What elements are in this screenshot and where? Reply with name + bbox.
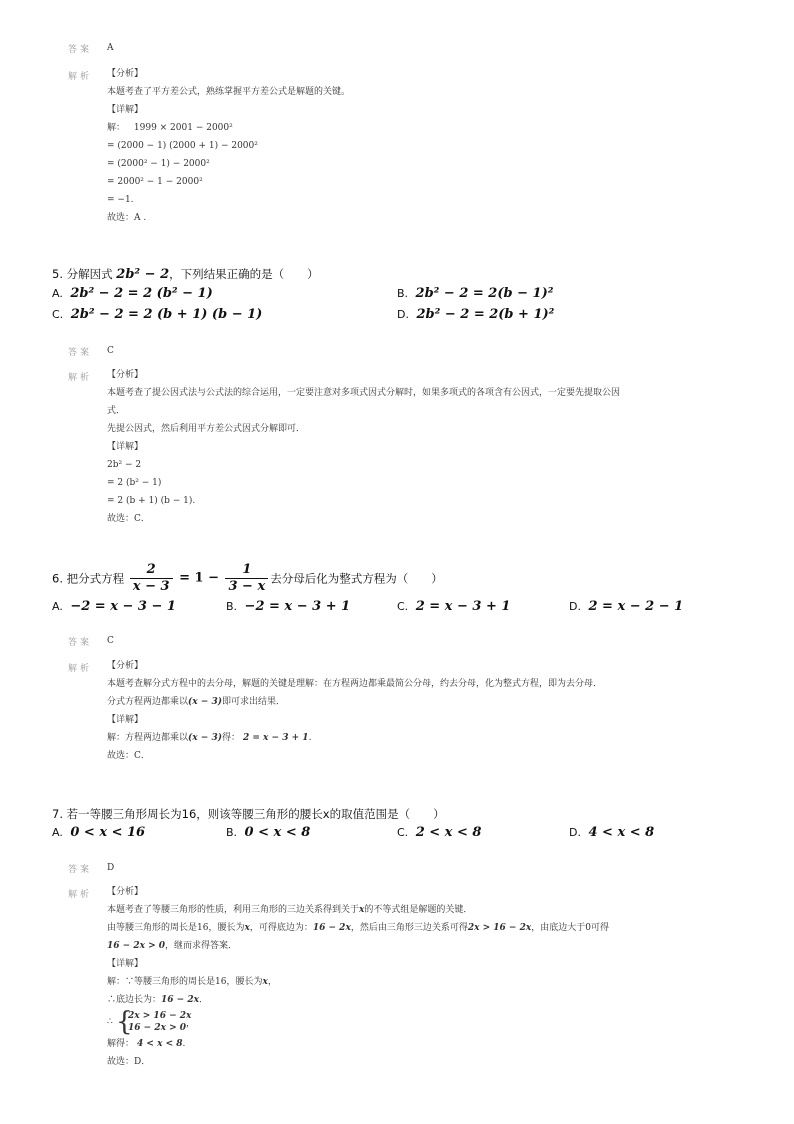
q5-option-d[interactable]: [397, 307, 554, 322]
q7-answer-label: 答案: [68, 865, 93, 875]
q4-analysis-head: 【分析】: [107, 69, 144, 79]
q7-solution-line-2: [107, 994, 208, 1006]
q6-analysis-math: (x − 3): [188, 697, 222, 707]
q4-choose: 故选：A .: [107, 213, 147, 223]
q5-option-d-label: D.: [397, 308, 409, 321]
q7-stem: 7. 若一等腰三角形周长为16，则该等腰三角形的腰长x的取值范围是（ ）: [52, 807, 445, 821]
q7-solution-line-1: [107, 976, 277, 988]
q5-answer: C: [107, 346, 114, 356]
q6-option-c-text: 2 = x − 3 + 1: [415, 599, 511, 614]
q6-stem-mid: = 1 −: [174, 570, 224, 586]
q4-analysis-label: 解析: [68, 72, 93, 82]
q7-system-line-1: 2x > 16 − 2x: [128, 1011, 192, 1021]
q4-answer-label: 答案: [68, 45, 93, 55]
q6-fraction-2-denominator: 3 − x: [228, 579, 266, 594]
q5-option-a-label: A.: [52, 287, 63, 300]
q5-analysis-text-2: 式．: [107, 406, 126, 416]
q5-detail-head: 【详解】: [107, 442, 144, 452]
q7-choose: 故选：D．: [107, 1057, 151, 1067]
q5-analysis-text-1: 本题考查了提公因式法与公式法的综合运用，一定要注意对多项式因式分解时，如果多项式的各项含有公因式，一定要先提取公因: [107, 388, 621, 398]
q6-fraction-2: [225, 562, 268, 595]
q6-option-c[interactable]: [397, 599, 510, 614]
q7-analysis-text-1a: 本题考查了等腰三角形的性质，利用三角形的三边关系得到关于: [107, 905, 360, 915]
q4-solution-prefix: 解：: [107, 123, 126, 133]
q7-system-tail: ，: [186, 1019, 196, 1029]
q5-option-d-text: 2b² − 2 = 2(b + 1)²: [416, 307, 555, 322]
q7-analysis-text-2c: ，然后由三角形三边关系可得: [350, 923, 468, 933]
q7-option-d-label: D.: [569, 826, 581, 839]
q6-option-b-label: B.: [226, 600, 238, 613]
q6-stem-tail: 去分母后化为整式方程为（ ）: [270, 571, 443, 586]
q6-analysis-head: 【分析】: [107, 661, 144, 671]
q7-analysis-math-2-3: 2x > 16 − 2x: [467, 923, 532, 933]
q4-solution-step-5: = −1.: [107, 195, 134, 205]
q4-solution-step-4: = 2000² − 1 − 2000²: [107, 177, 203, 187]
q7-analysis-text-2d: ，由底边大于0可得: [531, 923, 609, 933]
q5-option-c[interactable]: [52, 307, 262, 322]
q7-analysis-text-1: [107, 904, 472, 916]
q7-solution-2a: ∴底边长为：: [107, 995, 162, 1005]
q6-answer: C: [107, 636, 114, 646]
q6-fraction-1-numerator: 2: [130, 562, 173, 579]
q4-solution-step-3: = (2000² − 1) − 2000²: [107, 159, 210, 169]
q7-solution-math-3: 4 < x < 8: [137, 1039, 183, 1049]
q6-option-d[interactable]: [569, 599, 683, 614]
q4-solution-expression: 1999 × 2001 − 2000²: [133, 123, 233, 133]
q7-analysis-math-3: 16 − 2x > 0: [107, 941, 166, 951]
q7-option-a-text: 0 < x < 16: [70, 825, 146, 840]
q7-system-prefix: ∴: [107, 1017, 113, 1027]
q6-answer-label: 答案: [68, 638, 93, 648]
q7-solution-2b: ．: [198, 995, 208, 1005]
q5-stem-tail: ，下列结果正确的是（ ）: [169, 267, 319, 281]
q6-analysis-text-2: [107, 696, 285, 708]
q6-solution-math-2: 2 = x − 3 + 1: [242, 733, 309, 743]
q6-option-d-label: D.: [569, 600, 581, 613]
q7-solution-3b: .: [182, 1039, 186, 1049]
q7-solution-math-1: x: [262, 977, 268, 987]
q5-analysis-label: 解析: [68, 373, 93, 383]
q5-stem-math: 2b² − 2: [116, 267, 170, 282]
q7-system-line-2: 16 − 2x > 0: [128, 1023, 187, 1033]
q7-analysis-math-2-1: x: [244, 923, 250, 933]
q6-option-a[interactable]: [52, 599, 176, 614]
q7-solution-3a: 解得：: [107, 1039, 135, 1049]
q5-solution-step-2: = 2 (b² − 1): [107, 478, 162, 488]
q6-fraction-1-denominator: x − 3: [132, 579, 170, 594]
q5-stem-text: 5. 分解因式: [52, 267, 117, 281]
q5-option-b-text: 2b² − 2 = 2(b − 1)²: [415, 286, 554, 301]
q6-fraction-2-numerator: 1: [225, 562, 268, 579]
q6-option-c-label: C.: [397, 600, 409, 613]
q7-solution-1a: 解：∵等腰三角形的周长是16，腰长为: [107, 977, 263, 987]
q7-option-d-text: 4 < x < 8: [588, 825, 655, 840]
q4-solution-step-1: [107, 122, 233, 134]
q7-system-brace: {: [116, 1007, 133, 1037]
q6-solution-b: 得：: [221, 733, 240, 743]
q6-choose: 故选：C．: [107, 751, 150, 761]
q7-option-b[interactable]: [226, 825, 310, 840]
q7-option-c-text: 2 < x < 8: [415, 825, 482, 840]
q7-detail-head: 【详解】: [107, 959, 144, 969]
q6-solution-math-1: (x − 3): [188, 733, 222, 743]
q6-stem: [52, 562, 443, 595]
q6-analysis-text-2a: 分式方程两边都乘以: [107, 697, 189, 707]
q6-solution: [107, 732, 311, 744]
q5-option-b-label: B.: [397, 287, 409, 300]
q6-option-a-label: A.: [52, 600, 63, 613]
q7-analysis-math-x: x: [359, 905, 365, 915]
q6-analysis-text-1: 本题考查解分式方程中的去分母，解题的关键是理解：在方程两边都乘最简公分母，约去分母，化为整式方程，即为去分母．: [107, 679, 603, 689]
q5-stem: [52, 266, 319, 282]
q7-analysis-text-3b: ，继而求得答案．: [165, 941, 238, 951]
q5-option-a[interactable]: [52, 286, 213, 301]
q7-solution-line-3: [107, 1038, 185, 1050]
q7-option-c[interactable]: [397, 825, 481, 840]
q7-option-c-label: C.: [397, 826, 409, 839]
q4-answer: A: [107, 43, 114, 53]
q7-analysis-label: 解析: [68, 890, 93, 900]
q7-option-b-text: 0 < x < 8: [244, 825, 311, 840]
q5-solution-step-3: = 2 (b + 1) (b − 1).: [107, 496, 196, 506]
q6-option-a-text: −2 = x − 3 − 1: [70, 599, 176, 614]
q7-option-a[interactable]: [52, 825, 145, 840]
q6-option-d-text: 2 = x − 2 − 1: [588, 599, 684, 614]
q7-solution-math-2: 16 − 2x: [161, 995, 199, 1005]
q6-option-b[interactable]: [226, 599, 350, 614]
q5-option-c-label: C.: [52, 308, 64, 321]
q6-solution-a: 解：方程两边都乘以: [107, 733, 189, 743]
q5-solution-step-1: 2b² − 2: [107, 460, 142, 470]
q6-fraction-1: [130, 562, 173, 595]
q6-analysis-text-2b: 即可求出结果．: [221, 697, 285, 707]
q7-analysis-text-1b: 的不等式组是解题的关键．: [364, 905, 473, 915]
q5-answer-label: 答案: [68, 348, 93, 358]
q5-analysis-head: 【分析】: [107, 370, 144, 380]
q7-analysis-text-2b: ，可得底边为：: [249, 923, 313, 933]
q5-choose: 故选：C．: [107, 514, 150, 524]
q4-analysis-text: 本题考查了平方差公式，熟练掌握平方差公式是解题的关键。: [107, 87, 351, 97]
q7-option-b-label: B.: [226, 826, 238, 839]
q6-detail-head: 【详解】: [107, 715, 144, 725]
q4-detail-head: 【详解】: [107, 105, 144, 115]
q7-option-a-label: A.: [52, 826, 63, 839]
q6-analysis-label: 解析: [68, 664, 93, 674]
q5-analysis-text-3: 先提公因式，然后利用平方差公式因式分解即可．: [107, 424, 306, 434]
q7-analysis-text-2: [107, 922, 609, 934]
q7-option-d[interactable]: [569, 825, 654, 840]
q7-analysis-math-2-2: 16 − 2x: [312, 923, 351, 933]
q7-analysis-text-2a: 由等腰三角形的周长是16，腰长为: [107, 923, 245, 933]
q5-option-b[interactable]: [397, 286, 553, 301]
q4-solution-step-2: = (2000 − 1) (2000 + 1) − 2000²: [107, 141, 258, 151]
q7-analysis-head: 【分析】: [107, 887, 144, 897]
q7-analysis-text-3: [107, 940, 237, 952]
q7-solution-1b: ，: [267, 977, 277, 987]
q5-option-c-text: 2b² − 2 = 2 (b + 1) (b − 1): [70, 307, 263, 322]
q6-option-b-text: −2 = x − 3 + 1: [244, 599, 351, 614]
q5-option-a-text: 2b² − 2 = 2 (b² − 1): [70, 286, 213, 301]
q7-answer: D: [107, 863, 115, 873]
q6-stem-text: 6. 把分式方程: [52, 571, 128, 586]
q6-solution-c: .: [308, 733, 312, 743]
